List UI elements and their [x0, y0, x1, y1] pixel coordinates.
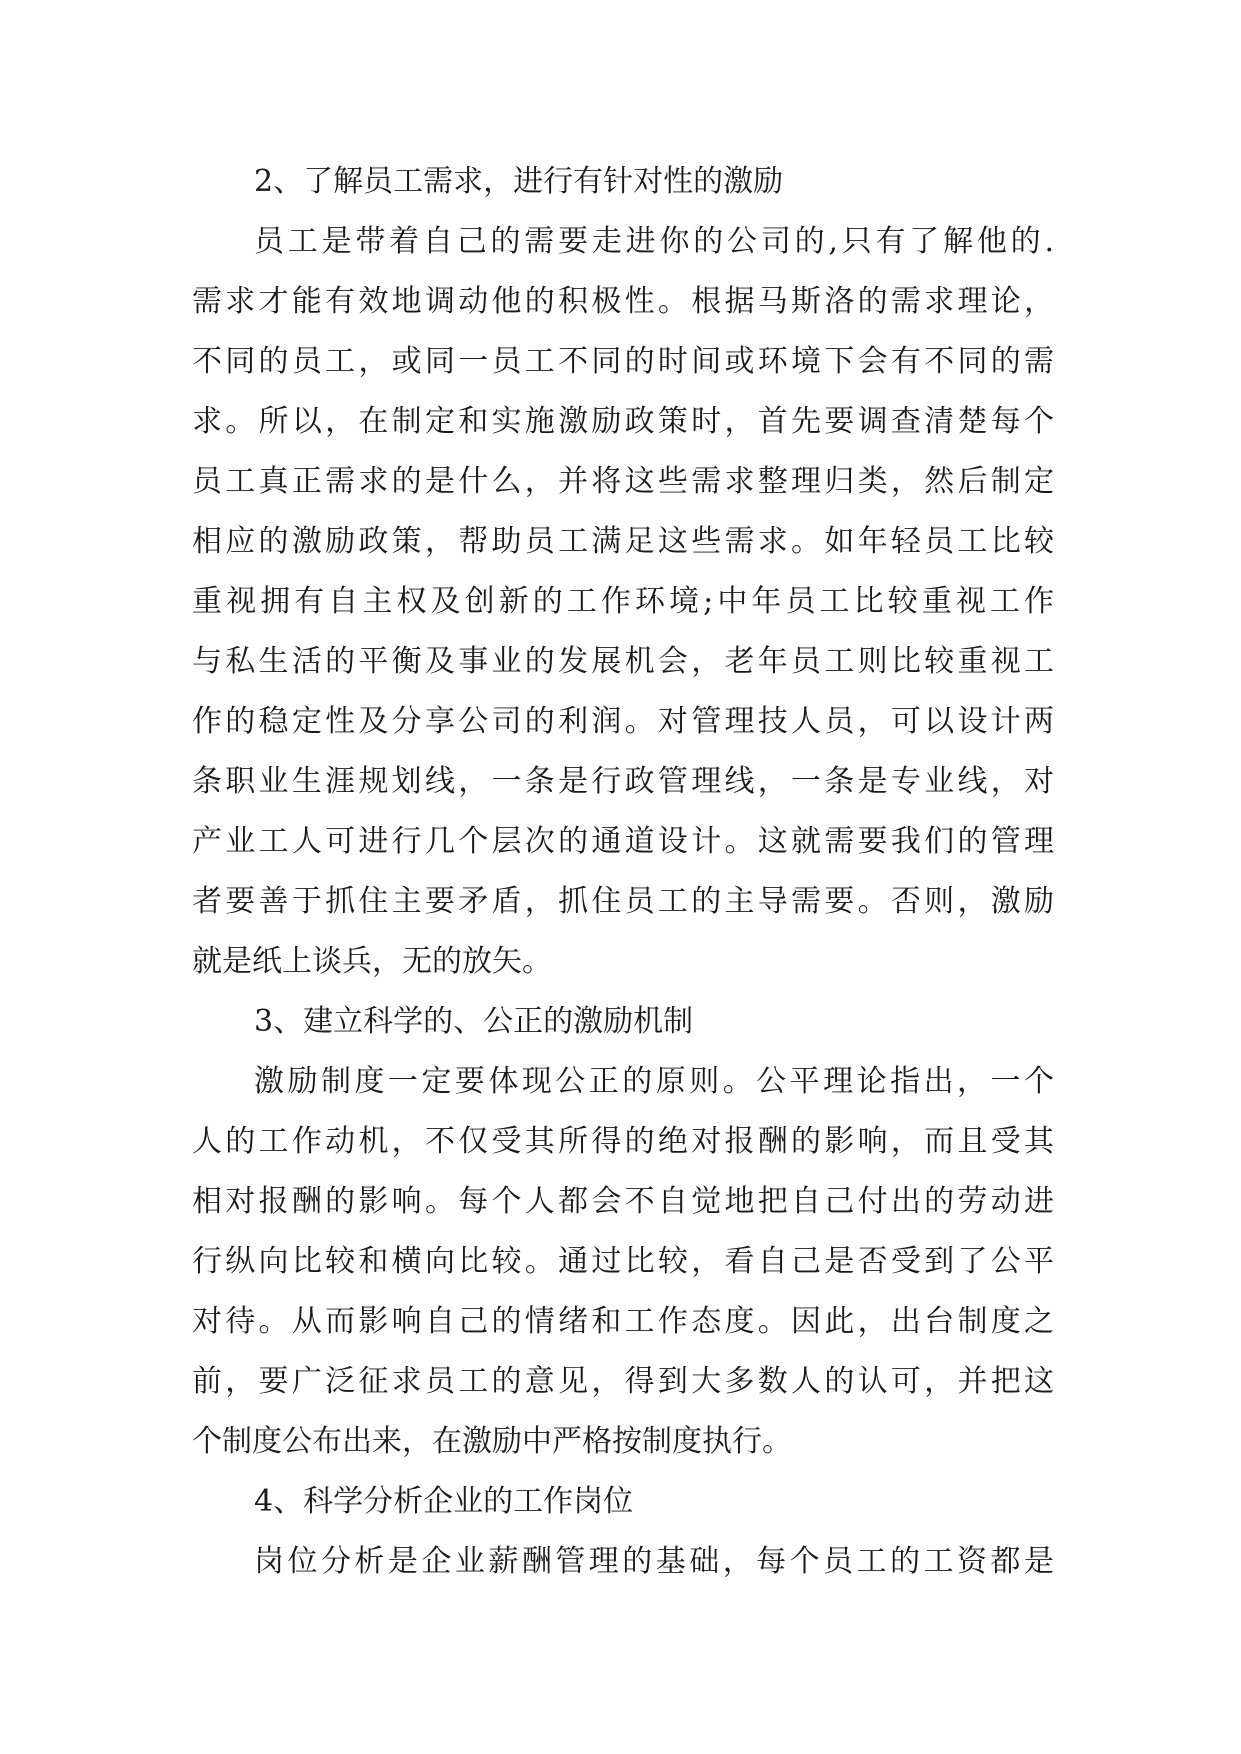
paragraph-line: 需求才能有效地调动他的积极性。根据马斯洛的需求理论，: [192, 284, 1054, 319]
paragraph-line: 作的稳定性及分享公司的利润。对管理技人员，可以设计两: [192, 704, 1054, 739]
paragraph-line: 激励制度一定要体现公正的原则。公平理论指出，一个: [254, 1064, 1054, 1099]
paragraph-line: 前，要广泛征求员工的意见，得到大多数人的认可，并把这: [192, 1364, 1054, 1399]
paragraph-line: 员工真正需求的是什么，并将这些需求整理归类，然后制定: [192, 464, 1054, 499]
paragraph-line: 员工是带着自己的需要走进你的公司的,只有了解他的.: [254, 224, 1054, 259]
section-heading: 4、科学分析企业的工作岗位: [254, 1484, 634, 1519]
paragraph-line: 求。所以，在制定和实施激励政策时，首先要调查清楚每个: [192, 404, 1054, 439]
paragraph-line: 产业工人可进行几个层次的通道设计。这就需要我们的管理: [192, 824, 1054, 859]
paragraph-line: 重视拥有自主权及创新的工作环境;中年员工比较重视工作: [192, 584, 1054, 619]
section-heading: 2、了解员工需求，进行有针对性的激励: [254, 164, 784, 199]
paragraph-line: 条职业生涯规划线，一条是行政管理线，一条是专业线，对: [192, 764, 1054, 799]
paragraph-line: 相应的激励政策，帮助员工满足这些需求。如年轻员工比较: [192, 524, 1054, 559]
paragraph-line: 人的工作动机，不仅受其所得的绝对报酬的影响，而且受其: [192, 1124, 1054, 1159]
section-4: [192, 1472, 1054, 1592]
section-heading: 3、建立科学的、公正的激励机制: [254, 1004, 694, 1039]
paragraph-line: 不同的员工，或同一员工不同的时间或环境下会有不同的需: [192, 344, 1054, 379]
paragraph-line: 者要善于抓住主要矛盾，抓住员工的主导需要。否则，激励: [192, 884, 1054, 919]
paragraph-line: 行纵向比较和横向比较。通过比较，看自己是否受到了公平: [192, 1244, 1054, 1279]
section-3: [192, 992, 1054, 1472]
paragraph-line: 岗位分析是企业薪酬管理的基础，每个员工的工资都是: [254, 1544, 1054, 1579]
document-page: [192, 152, 1054, 1592]
section-2: [192, 152, 1054, 992]
paragraph-line: 相对报酬的影响。每个人都会不自觉地把自己付出的劳动进: [192, 1184, 1054, 1219]
paragraph-line: 对待。从而影响自己的情绪和工作态度。因此，出台制度之: [192, 1304, 1054, 1339]
paragraph-line: 个制度公布出来，在激励中严格按制度执行。: [192, 1424, 792, 1459]
paragraph-line: 就是纸上谈兵，无的放矢。: [192, 944, 552, 979]
paragraph-line: 与私生活的平衡及事业的发展机会，老年员工则比较重视工: [192, 644, 1054, 679]
